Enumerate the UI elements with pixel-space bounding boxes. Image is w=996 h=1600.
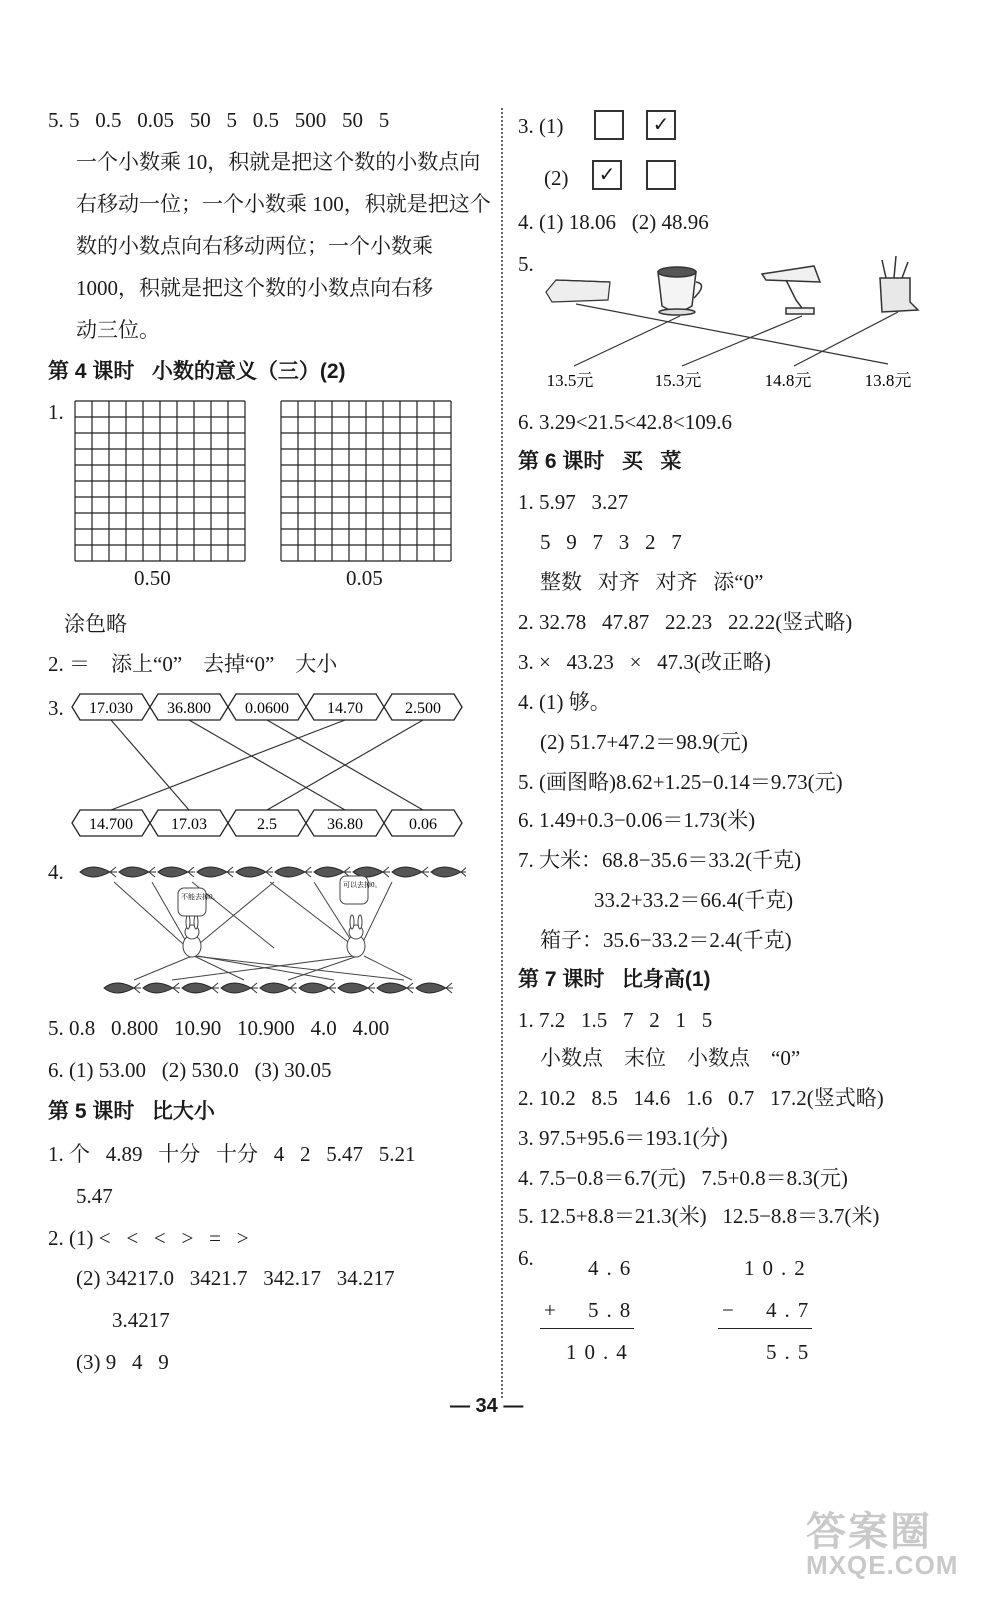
calc2-operator: − [722,1298,734,1322]
q5-answers: 5. 5 0.5 0.05 50 5 0.5 500 50 5 [48,108,390,132]
carrot-icon [197,867,227,877]
l5-q2-1: 2. (1) < < < > = > [48,1226,249,1250]
carrot-icon [431,867,461,877]
lesson5-title: 第 5 课时 比大小 [48,1100,215,1123]
l4-q3-number: 3. [48,696,64,720]
r-q3-1-label: 3. (1) [518,114,564,138]
q3-2-box-b [646,160,676,190]
l5-q2-2: (2) 34217.0 3421.7 342.17 34.217 [76,1266,395,1290]
l6-q7-1: 7. 大米：68.8−35.6＝33.2(千克) [518,848,802,872]
grid1-label: 0.50 [134,566,171,590]
l4-q6: 6. (1) 53.00 (2) 530.0 (3) 30.05 [48,1058,332,1082]
bubble-left-text: 不能去掉0。 [181,893,220,901]
r-q3-2-label: (2) [544,166,569,190]
l5-q1: 1. 个 4.89 十分 十分 4 2 5.47 5.21 [48,1142,416,1166]
l5-q2-3: (3) 9 4 9 [76,1350,169,1374]
l4-q2: 2. ＝ 添上“0” 去掉“0” 大小 [48,652,338,676]
l5-q2-2-cont: 3.4217 [112,1308,170,1332]
carrot-icon [143,983,173,993]
carrot-icon [392,867,422,877]
q5-explanation-line: 数的小数点向右移动两位；一个小数乘 [76,234,433,258]
q3-2-box-a [592,160,622,190]
color-note: 涂色略 [64,612,127,636]
q3-bottom-value-label: 0.06 [409,816,437,833]
match-line [111,720,189,810]
l6-q7-2: 33.2+33.2＝66.4(千克) [594,888,794,912]
l6-q1-digits: 5 9 7 3 2 7 [540,530,682,554]
pen-holder-icon [880,256,918,312]
lesson6-title: 第 6 课时 买 菜 [518,450,682,473]
carrot-icon [158,867,188,877]
r-q5-price-matching [540,252,930,392]
carrot-icon [314,867,344,877]
hundred-grid-2 [280,400,454,562]
lesson4-title: 第 4 课时 小数的意义（三）(2) [48,360,346,383]
q3-top-value-label: 14.70 [327,700,363,717]
carrot-icon [182,983,212,993]
match-line [794,312,898,366]
l4-q3-matching [70,692,468,842]
l4-q5: 5. 0.8 0.800 10.90 10.900 4.0 4.00 [48,1016,390,1040]
calc2-result: 5.5 [766,1340,817,1364]
q3-top-value-label: 17.030 [89,700,133,717]
carrot-icon [416,983,446,993]
match-line [576,304,888,364]
l7-q4: 4. 7.5−0.8＝6.7(元) 7.5+0.8＝8.3(元) [518,1166,848,1190]
carrot-icon [80,867,110,877]
l4-q4-number: 4. [48,860,64,884]
l6-q1-words: 整数 对齐 对齐 添“0” [540,570,764,594]
l7-q5: 5. 12.5+8.8＝21.3(米) 12.5−8.8＝3.7(米) [518,1204,880,1228]
cup-icon [658,267,702,315]
match-line [172,956,354,980]
pencil-case-icon [546,280,610,302]
calc1-addend-a: 4.6 [588,1256,639,1280]
l6-q7-3: 箱子：35.6−33.2＝2.4(千克) [540,928,792,952]
carrot-icon [275,867,305,877]
lesson7-title: 第 7 课时 比身高(1) [518,968,711,991]
l7-q3: 3. 97.5+95.6＝193.1(分) [518,1126,728,1150]
rabbit-right-icon [347,915,365,957]
price-label: 14.8元 [764,371,812,390]
price-label: 15.3元 [654,371,702,390]
match-line [111,720,345,810]
q5-explanation-line: 右移动一位；一个小数乘 100，积就是把这个 [76,192,491,216]
check-icon: ✓ [598,164,616,186]
match-line [189,720,345,810]
q3-top-value-label: 36.800 [167,700,211,717]
l6-q4-1: 4. (1) 够。 [518,690,611,714]
speech-bubble-left [178,888,220,916]
r-q4: 4. (1) 18.06 (2) 48.96 [518,210,709,234]
l6-q5: 5. (画图略)8.62+1.25−0.14＝9.73(元) [518,770,843,794]
r-q6: 6. 3.29<21.5<42.8<109.6 [518,410,733,434]
speech-bubble-right [340,876,382,904]
page-number: — 34 — [450,1395,524,1417]
grid2-label: 0.05 [346,566,383,590]
l6-q4-2: (2) 51.7+47.2＝98.9(元) [540,730,748,754]
l6-q1: 1. 5.97 3.27 [518,490,629,514]
rabbit-left-icon [183,915,201,957]
price-label: 13.8元 [864,371,912,390]
vertical-calc-2 [716,1252,836,1362]
carrot-icon [338,983,368,993]
calc2-minuend: 10.2 [744,1256,813,1280]
r-q5-number: 5. [518,252,534,276]
carrot-icon [260,983,290,993]
calc2-subtrahend: 4.7 [766,1298,817,1322]
q3-1-box-b [646,110,676,140]
carrot-icon [377,983,407,993]
l7-q2: 2. 10.2 8.5 14.6 1.6 0.7 17.2(竖式略) [518,1086,884,1110]
carrot-icon [236,867,266,877]
watermark-logo: 答案圈 [806,1510,932,1554]
q3-top-value-label: 2.500 [405,700,441,717]
q5-explanation-line: 1000，积就是把这个数的小数点向右移 [76,276,433,300]
calc1-rule [540,1328,634,1329]
q3-bottom-value-label: 36.80 [327,816,363,833]
hundred-grid-1 [74,400,248,562]
price-label: 13.5元 [546,371,594,390]
l7-q6-number: 6. [518,1246,534,1270]
watermark-url: MXQE.COM [806,1550,959,1580]
l7-q1-words: 小数点 末位 小数点 “0” [540,1046,801,1070]
l7-q1: 1. 7.2 1.5 7 2 1 5 [518,1008,713,1032]
calc1-operator: + [544,1298,556,1322]
desk-lamp-icon [762,266,820,314]
q3-bottom-value-label: 2.5 [257,816,277,833]
check-icon: ✓ [652,114,670,136]
match-line [574,316,680,366]
calc1-result: 10.4 [566,1340,635,1364]
carrot-icon [104,983,134,993]
match-line [682,316,802,366]
l4-q4-carrot-matching [74,852,466,1004]
vertical-calc-1 [538,1252,658,1362]
q3-1-box-a [594,110,624,140]
match-line [134,956,192,980]
l6-q6: 6. 1.49+0.3−0.06＝1.73(米) [518,808,756,832]
calc2-rule [718,1328,812,1329]
q3-bottom-value-label: 17.03 [171,816,207,833]
calc1-addend-b: 5.8 [588,1298,639,1322]
l4-q1-number: 1. [48,400,64,424]
l6-q2: 2. 32.78 47.87 22.23 22.22(竖式略) [518,610,853,634]
q3-top-value-label: 0.0600 [245,700,289,717]
column-divider [501,108,503,1398]
bubble-right-text: 可以去掉0。 [343,881,382,889]
q3-bottom-value-label: 14.700 [89,816,133,833]
l6-q3: 3. × 43.23 × 47.3(改正略) [518,650,771,674]
l5-q1-cont: 5.47 [76,1184,113,1208]
carrot-icon [119,867,149,877]
carrot-icon [299,983,329,993]
carrot-icon [221,983,251,993]
q5-explanation-line: 动三位。 [76,318,160,342]
q5-explanation-line: 一个小数乘 10，积就是把这个数的小数点向 [76,150,481,174]
